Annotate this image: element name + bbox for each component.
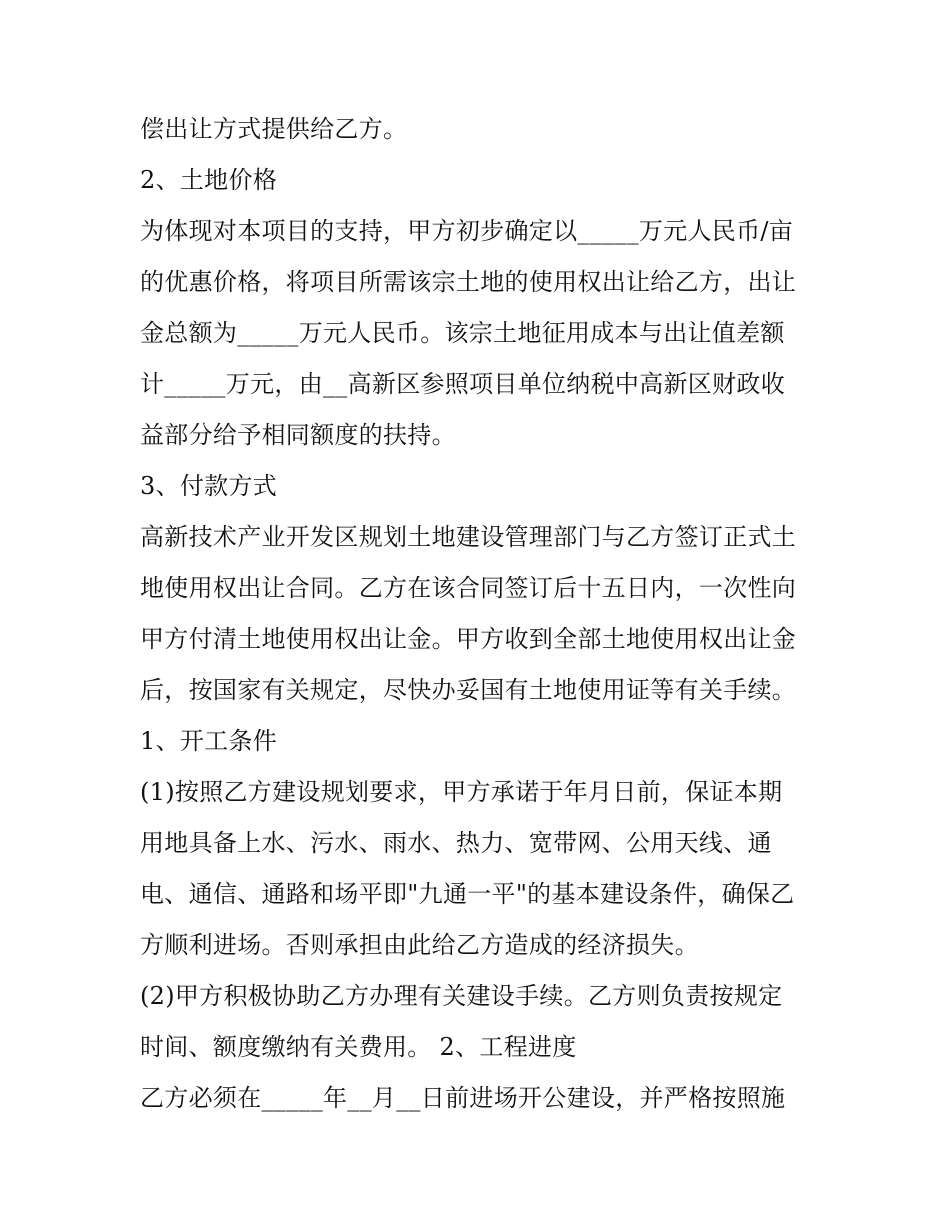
text-line: 益部分给予相同额度的扶持。 bbox=[140, 421, 456, 449]
section-heading: 3、付款方式 bbox=[140, 472, 278, 500]
text-line: 偿出让方式提供给乙方。 bbox=[140, 115, 408, 143]
text-line: 高新技术产业开发区规划土地建设管理部门与乙方签订正式土 bbox=[140, 523, 797, 551]
text-line: 乙方必须在_____年__月__日前进场开公建设，并严格按照施 bbox=[140, 1084, 786, 1112]
text-line: 方顺利进场。否则承担由此给乙方造成的经济损失。 bbox=[140, 931, 699, 959]
text-line: 后，按国家有关规定，尽快办妥国有土地使用证等有关手续。 bbox=[140, 676, 797, 704]
text-line: 甲方付清土地使用权出让金。甲方收到全部土地使用权出让金 bbox=[140, 625, 797, 653]
text-line: (2)甲方积极协助乙方办理有关建设手续。乙方则负责按规定 bbox=[140, 982, 783, 1010]
text-line: 用地具备上水、污水、雨水、热力、宽带网、公用天线、通 bbox=[140, 829, 772, 857]
text-line: (1)按照乙方建设规划要求，甲方承诺于年月日前，保证本期 bbox=[140, 778, 783, 806]
text-line: 地使用权出让合同。乙方在该合同签订后十五日内，一次性向 bbox=[140, 574, 797, 602]
text-line: 计_____万元，由__高新区参照项目单位纳税中高新区财政收 bbox=[140, 370, 785, 398]
text-line: 金总额为_____万元人民币。该宗土地征用成本与出让值差额 bbox=[140, 319, 785, 347]
text-line: 为体现对本项目的支持，甲方初步确定以_____万元人民币/亩 bbox=[140, 217, 794, 245]
text-line: 时间、额度缴纳有关费用。 2、工程进度 bbox=[140, 1033, 577, 1061]
section-heading: 1、开工条件 bbox=[140, 727, 278, 755]
text-line: 电、通信、通路和场平即"九通一平"的基本建设条件，确保乙 bbox=[140, 880, 795, 908]
text-line: 的优惠价格，将项目所需该宗土地的使用权出让给乙方，出让 bbox=[140, 268, 797, 296]
section-heading: 2、土地价格 bbox=[140, 166, 278, 194]
